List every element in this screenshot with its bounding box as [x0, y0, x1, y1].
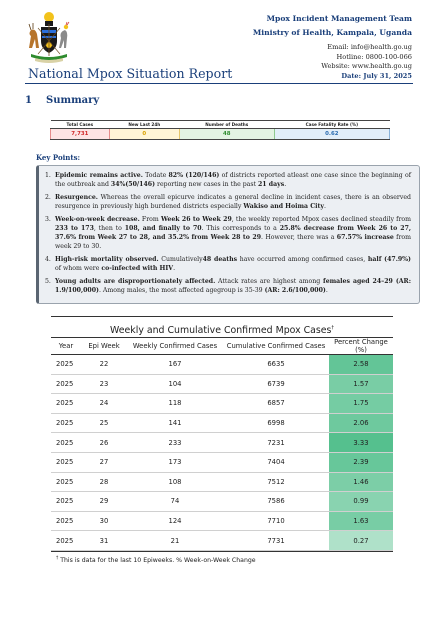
hotline-text: Hotline: 0800-100-066: [336, 52, 412, 61]
column-header-percent-change: Percent Change (%): [329, 338, 393, 355]
percent-change-cell: 0.99: [329, 492, 393, 512]
key-point-emphasis: High-risk mortality observed.: [55, 256, 159, 264]
key-point-number: 1.: [45, 172, 51, 179]
key-point-emphasis: Week-on-week decrease.: [55, 216, 140, 224]
key-point-emphasis: Young adults are disproportionately affected.: [55, 278, 216, 286]
key-point-segment: From: [139, 216, 161, 224]
cumulative-cases-cell: 7710: [223, 511, 329, 531]
cumulative-cases-cell: 6739: [223, 374, 329, 394]
percent-change-cell: 1.57: [329, 374, 393, 394]
footnote-mark: †: [56, 555, 59, 561]
contact-block: [321, 43, 412, 81]
key-points-heading: Key Points:: [36, 153, 81, 162]
website-text: Website: www.health.go.ug: [321, 62, 412, 71]
section-title: Summary: [46, 95, 100, 106]
year-cell: 2025: [51, 433, 81, 453]
weekly-cases-cell: 108: [127, 472, 223, 492]
key-point-segment: , the weekly reported Mpox cases declined steadily from: [231, 216, 411, 224]
weekly-cases-cell: 74: [127, 492, 223, 512]
key-point-segment: Attack rates are highest among: [215, 278, 324, 286]
key-point-segment: Whereas the overall epicurve indicates a general decline in incident cases, there is an observed resurgence in previously high burdened districts especially: [55, 194, 411, 210]
table-row: [51, 472, 393, 492]
year-cell: 2025: [51, 394, 81, 414]
key-point-number: 2.: [45, 194, 51, 202]
table-row: [51, 355, 393, 375]
weekly-cases-cell: 118: [127, 394, 223, 414]
cumulative-cases-cell: 7404: [223, 452, 329, 472]
key-point-segment: of districts reported atleast one case since the beginning of the outbreak and: [55, 172, 411, 188]
key-point-number: 4.: [45, 256, 51, 264]
weekly-cases-cell: 167: [127, 355, 223, 375]
key-point-text: [55, 172, 411, 190]
epi-week-cell: 25: [81, 413, 127, 433]
key-point-emphasis: 48 deaths: [202, 256, 238, 264]
key-point-item: [45, 216, 411, 251]
team-name: Mpox Incident Management Team: [266, 14, 412, 23]
cumulative-cases-cell: 7512: [223, 472, 329, 492]
epi-week-cell: 24: [81, 394, 127, 414]
key-point-text: [55, 194, 411, 212]
key-point-text: [55, 216, 411, 251]
percent-change-cell: 1.46: [329, 472, 393, 492]
key-point-emphasis: females aged 24–29 (AR: 1.9/100,000): [55, 278, 411, 295]
key-point-segment: Cumulatively: [158, 256, 203, 264]
table-row: [51, 531, 393, 551]
epi-week-cell: 23: [81, 374, 127, 394]
weekly-cases-table-block: [51, 316, 393, 564]
column-header-year: Year: [51, 338, 81, 355]
year-cell: 2025: [51, 452, 81, 472]
kpi-header-total-cases: Total Cases: [51, 121, 110, 129]
kpi-header-cfr: Case Fatality Rate (%): [274, 121, 389, 129]
key-point-number: 3.: [45, 216, 51, 224]
key-point-emphasis: 21 days: [258, 180, 285, 188]
weekly-cases-cell: 173: [127, 452, 223, 472]
table-row: [51, 492, 393, 512]
key-point-segment: . However, there was a: [261, 233, 337, 241]
table-row: [51, 394, 393, 414]
kpi-header-new-last-24h: New Last 24h: [109, 121, 179, 129]
key-point-item: [45, 278, 411, 296]
cumulative-cases-cell: 6857: [223, 394, 329, 414]
year-cell: 2025: [51, 355, 81, 375]
weekly-cases-cell: 141: [127, 413, 223, 433]
table-row: [51, 452, 393, 472]
kpi-value-new-last-24h: 0: [109, 129, 179, 140]
year-cell: 2025: [51, 472, 81, 492]
column-header-epi-week: Epi Week: [81, 338, 127, 355]
year-cell: 2025: [51, 531, 81, 551]
key-point-segment: . Among males, the most affected agegroup is 35-39: [98, 287, 265, 295]
weekly-cases-cell: 104: [127, 374, 223, 394]
key-point-emphasis: 25.8% decrease from Week 26 to 27, 37.6% from Week 27 to 28, and 35.2% from Week 28 to 29: [55, 225, 412, 241]
percent-change-cell: 2.39: [329, 452, 393, 472]
kpi-value-total-cases: 7,731: [51, 129, 110, 140]
percent-change-cell: 2.58: [329, 355, 393, 375]
year-cell: 2025: [51, 511, 81, 531]
cumulative-cases-cell: 7231: [223, 433, 329, 453]
ministry-name: Ministry of Health, Kampala, Uganda: [252, 28, 412, 37]
year-cell: 2025: [51, 374, 81, 394]
key-point-emphasis: 108, and finally to 70: [124, 225, 202, 233]
key-point-emphasis: 233 to 173: [55, 225, 94, 233]
key-point-emphasis: 67.57% increase: [336, 233, 394, 241]
percent-change-cell: 1.75: [329, 394, 393, 414]
percent-change-cell: 0.27: [329, 531, 393, 551]
organization-block: [253, 14, 412, 37]
kpi-header-deaths: Number of Deaths: [179, 121, 274, 129]
key-point-emphasis: Wakiso and Hoima City: [243, 202, 324, 210]
kpi-table: [50, 120, 390, 140]
cumulative-cases-cell: 7586: [223, 492, 329, 512]
key-point-segment: reporting new cases in the past: [155, 180, 258, 188]
key-point-segment: have occurred among confirmed cases,: [237, 256, 368, 264]
table-row: [51, 413, 393, 433]
key-point-segment: . This corresponds to a: [201, 225, 280, 233]
epi-week-cell: 28: [81, 472, 127, 492]
key-point-segment: of whom were: [55, 264, 102, 272]
key-point-emphasis: 34%(50/146): [110, 180, 156, 188]
uganda-coat-of-arms-icon: [25, 10, 73, 64]
column-header-cumulative-cases: Cumulative Confirmed Cases: [223, 338, 329, 355]
key-point-emphasis: Resurgence.: [55, 194, 98, 202]
cumulative-cases-cell: 6998: [223, 413, 329, 433]
kpi-value-cfr: 0.62: [274, 129, 389, 140]
cumulative-cases-cell: 7731: [223, 531, 329, 551]
section-number: 1: [25, 95, 32, 106]
table-row: [51, 433, 393, 453]
year-cell: 2025: [51, 492, 81, 512]
weekly-table-title-text: Weekly and Cumulative Confirmed Mpox Cases: [110, 325, 332, 337]
epi-week-cell: 26: [81, 433, 127, 453]
key-point-segment: , then to: [93, 225, 125, 233]
table-row: [51, 374, 393, 394]
key-point-segment: .: [325, 287, 328, 295]
epi-week-cell: 29: [81, 492, 127, 512]
report-title: National Mpox Situation Report: [28, 66, 233, 81]
cumulative-cases-cell: 6635: [223, 355, 329, 375]
key-point-text: [55, 278, 411, 296]
key-point-emphasis: (AR: 2.6/100,000): [264, 287, 326, 295]
key-point-item: [45, 256, 411, 274]
weekly-cases-cell: 124: [127, 511, 223, 531]
key-points-box: [36, 165, 420, 304]
percent-change-cell: 2.06: [329, 413, 393, 433]
key-point-segment: .: [323, 202, 326, 210]
key-point-item: [45, 172, 411, 190]
weekly-cases-cell: 233: [127, 433, 223, 453]
weekly-table-footnote: [51, 551, 393, 564]
footnote-text: This is data for the last 10 Epiweeks. % Week-on-Week Change: [60, 557, 256, 564]
year-cell: 2025: [51, 413, 81, 433]
weekly-cases-table: [51, 338, 393, 551]
key-point-segment: .: [284, 180, 287, 188]
key-point-emphasis: 82% (120/146): [168, 172, 220, 179]
kpi-value-deaths: 48: [179, 129, 274, 140]
percent-change-cell: 1.63: [329, 511, 393, 531]
key-point-segment: from week 29 to 30.: [55, 233, 411, 250]
key-point-number: 5.: [45, 278, 51, 286]
weekly-cases-cell: 21: [127, 531, 223, 551]
report-date: Date: July 31, 2025: [341, 71, 412, 80]
weekly-table-title: [51, 316, 393, 338]
key-point-emphasis: Week 26 to Week 29: [160, 216, 232, 224]
percent-change-cell: 3.33: [329, 433, 393, 453]
column-header-weekly-cases: Weekly Confirmed Cases: [127, 338, 223, 355]
key-point-segment: .: [173, 264, 176, 272]
epi-week-cell: 30: [81, 511, 127, 531]
epi-week-cell: 27: [81, 452, 127, 472]
key-point-emphasis: Epidemic remains active.: [55, 172, 143, 179]
header-divider: [25, 83, 413, 84]
key-point-emphasis: co-infected with HIV: [101, 264, 174, 272]
key-point-text: [55, 256, 411, 274]
epi-week-cell: 31: [81, 531, 127, 551]
weekly-table-title-mark: †: [331, 325, 334, 331]
table-row: [51, 511, 393, 531]
email-text: Email: info@health.go.ug: [327, 43, 412, 51]
key-point-item: [45, 194, 411, 212]
epi-week-cell: 22: [81, 355, 127, 375]
key-point-emphasis: half (47.9%): [367, 256, 411, 264]
key-point-segment: Todate: [142, 172, 169, 179]
